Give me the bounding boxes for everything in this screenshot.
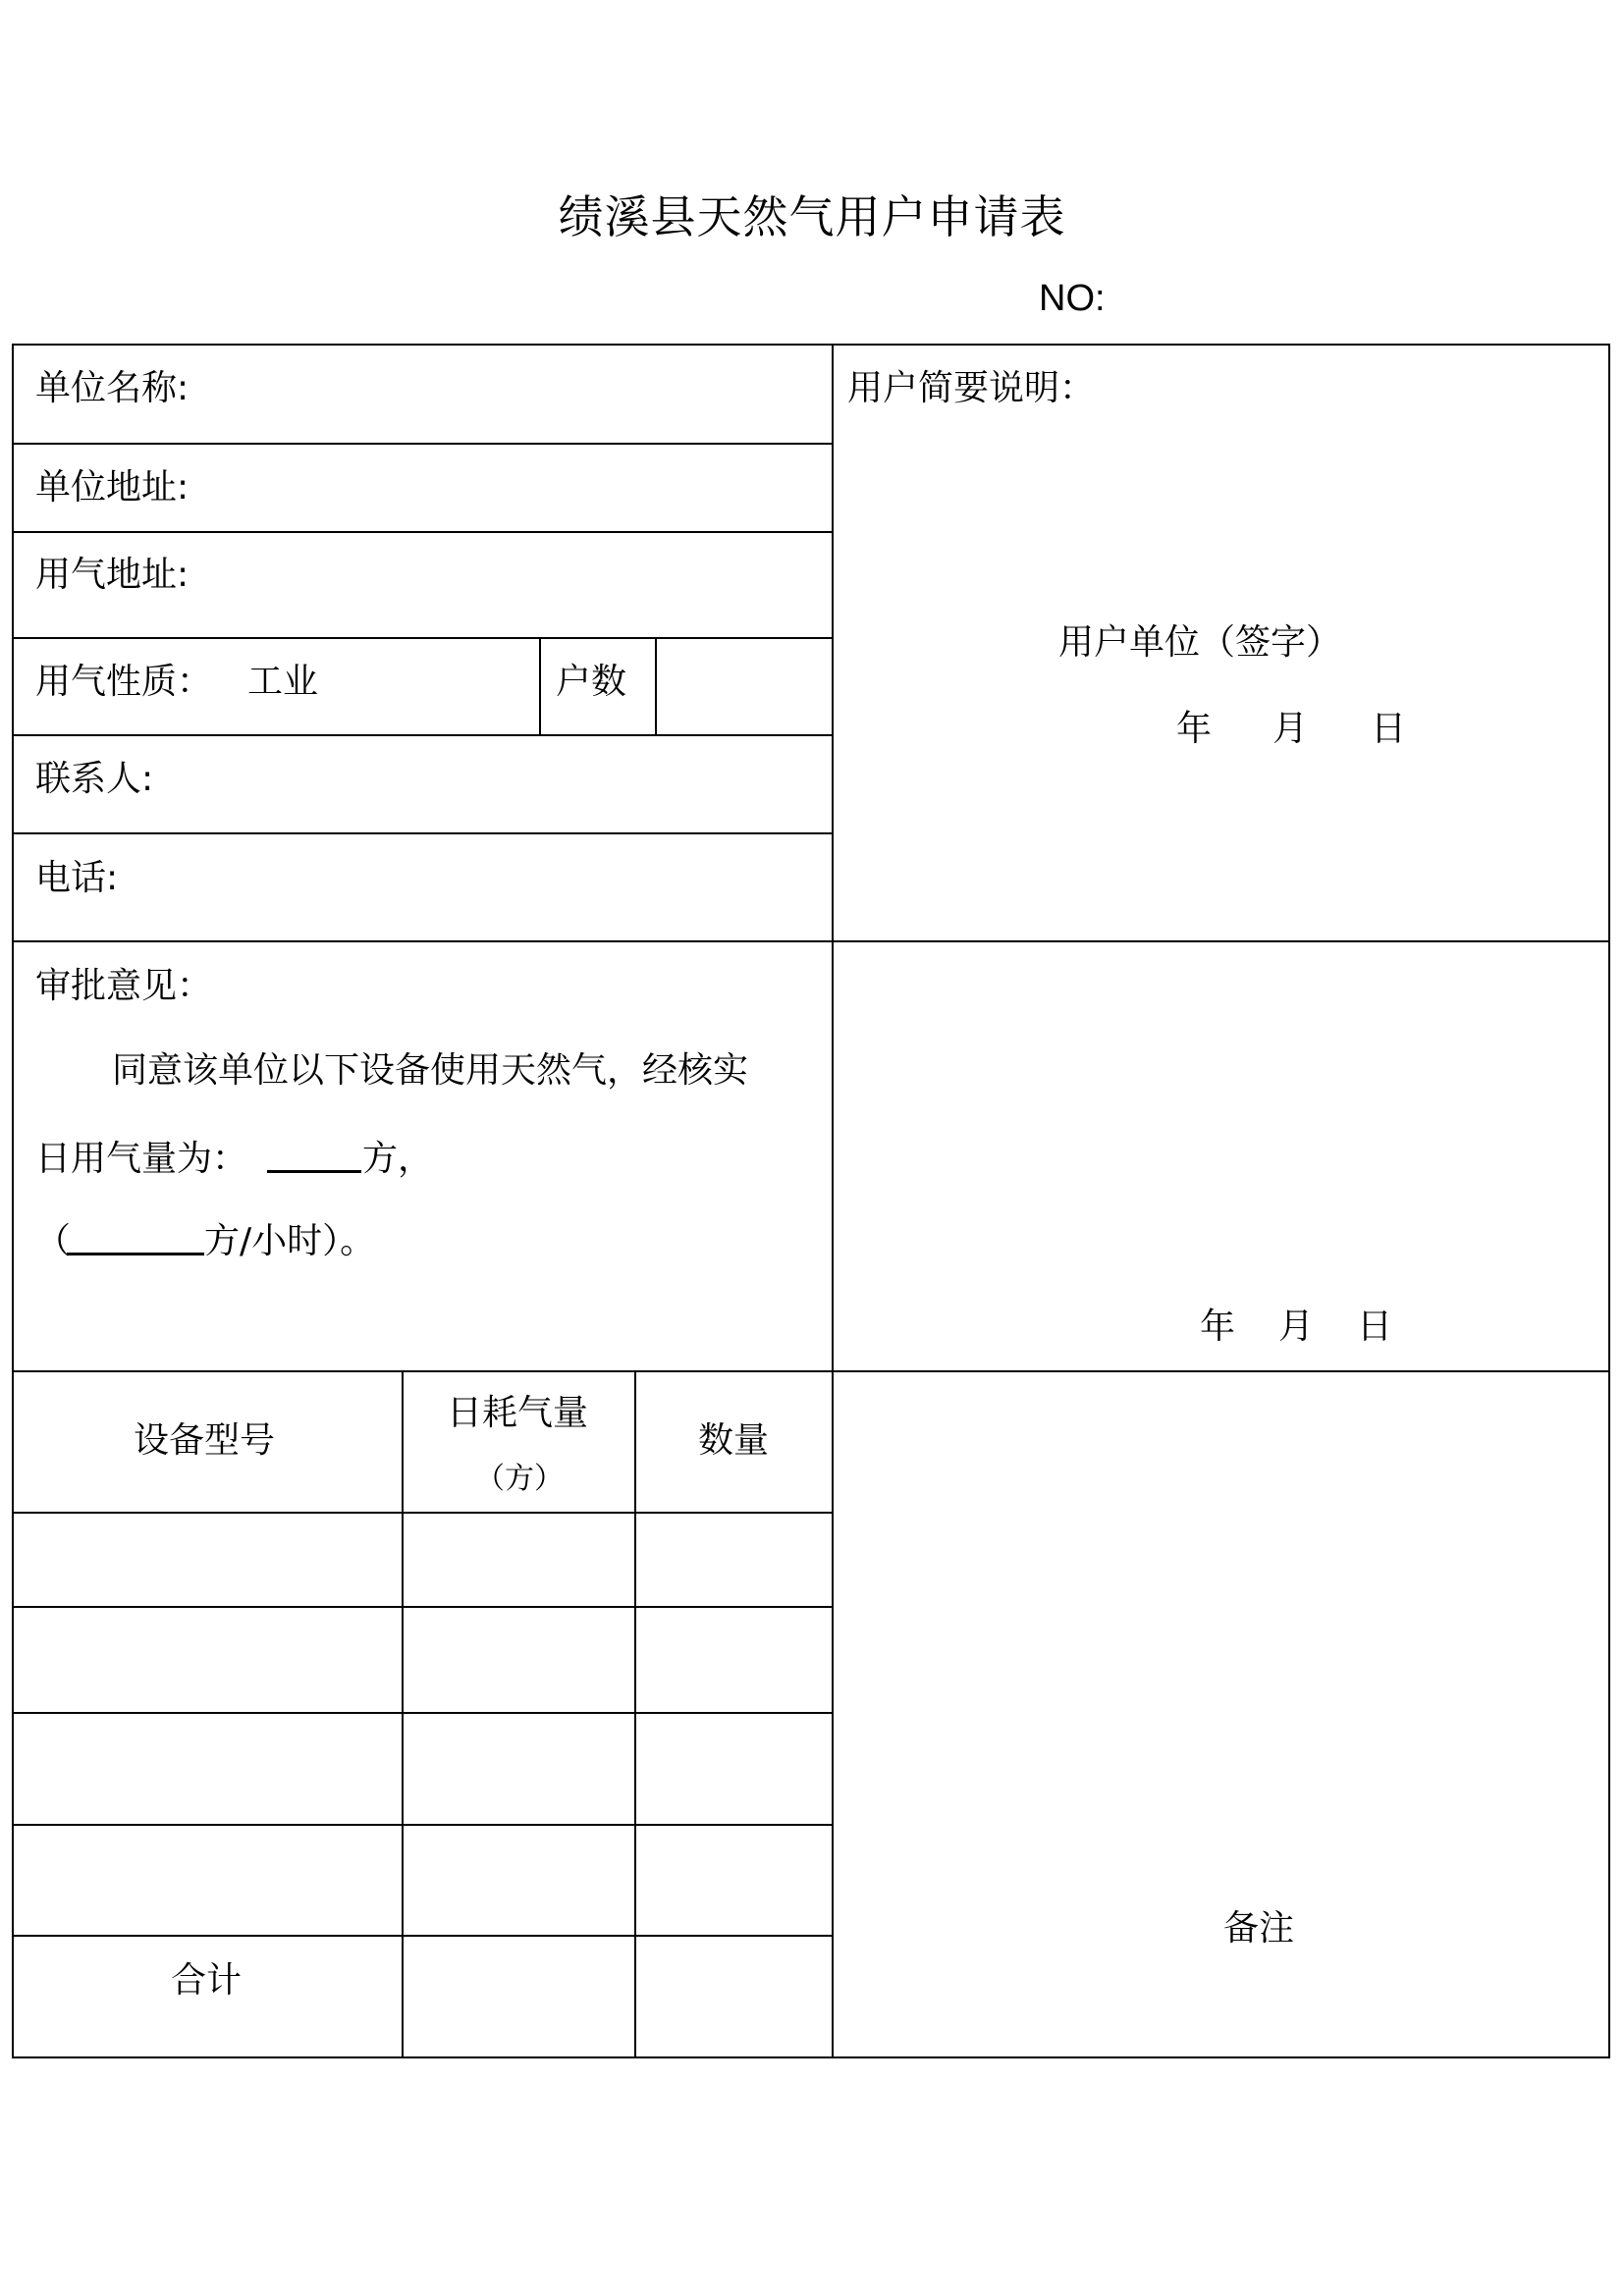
approval-text-line2-prefix: 日用气量为：: [35, 1139, 248, 1179]
form-number-label: NO:: [1039, 278, 1106, 319]
section-line: [12, 1370, 1610, 1372]
header-daily-gas: 日耗气量: [447, 1393, 589, 1433]
approval-text-line3-prefix: （: [35, 1221, 72, 1261]
approval-year: 年: [1200, 1307, 1236, 1347]
unit-name-label: 单位名称:: [35, 368, 189, 408]
gas-nature-label: 用气性质：: [35, 662, 213, 702]
equipment-model-cell[interactable]: [14, 1608, 401, 1711]
page-title: 绩溪县天然气用户申请表: [558, 190, 1066, 243]
daily-gas-cell[interactable]: [404, 1826, 633, 1934]
equipment-model-cell[interactable]: [14, 1714, 401, 1823]
quantity-cell[interactable]: [636, 1826, 831, 1934]
row-line: [12, 832, 833, 834]
equipment-model-cell[interactable]: [14, 1826, 401, 1934]
approval-text-line1: 同意该单位以下设备使用天然气，经核实: [112, 1050, 749, 1091]
cell-line: [655, 637, 657, 736]
table-divider-middle: [832, 344, 834, 2058]
signature-day: 日: [1371, 709, 1407, 749]
header-equipment-model: 设备型号: [134, 1420, 276, 1461]
gas-address-label: 用气地址:: [35, 555, 189, 595]
row-line: [12, 531, 833, 533]
table-border-top: [12, 344, 1610, 346]
header-daily-gas-unit: （方）: [475, 1462, 564, 1496]
quantity-cell[interactable]: [636, 1514, 831, 1605]
daily-gas-cell[interactable]: [404, 1714, 633, 1823]
unit-address-label: 单位地址:: [35, 467, 189, 507]
approval-text-line2-suffix: 方，: [362, 1139, 434, 1179]
table-border-bottom: [12, 2056, 1610, 2058]
daily-gas-cell[interactable]: [404, 1608, 633, 1711]
daily-gas-cell[interactable]: [404, 1514, 633, 1605]
approval-text-line3-suffix: 方/小时）。: [204, 1221, 376, 1261]
quantity-cell[interactable]: [636, 1608, 831, 1711]
cell-line: [539, 637, 541, 736]
approval-day: 日: [1357, 1307, 1393, 1347]
row-line: [12, 637, 833, 639]
equipment-model-cell[interactable]: [14, 1514, 401, 1605]
signature-month: 月: [1272, 709, 1309, 749]
header-quantity: 数量: [698, 1420, 770, 1461]
total-label: 合计: [171, 1960, 243, 2001]
description-label: 用户简要说明：: [847, 368, 1096, 408]
remarks-label: 备注: [1223, 1908, 1295, 1949]
approval-label: 审批意见：: [35, 966, 213, 1006]
row-line: [12, 734, 833, 736]
contact-label: 联系人:: [35, 759, 154, 799]
signature-year: 年: [1176, 709, 1213, 749]
phone-label: 电话:: [35, 858, 119, 898]
daily-volume-blank[interactable]: [267, 1170, 361, 1173]
total-daily-gas-cell[interactable]: [404, 1937, 633, 2056]
total-quantity-cell[interactable]: [636, 1937, 831, 2056]
quantity-cell[interactable]: [636, 1714, 831, 1823]
gas-nature-value: 工业: [247, 662, 319, 702]
approval-month: 月: [1278, 1307, 1315, 1347]
row-line: [12, 443, 833, 445]
table-border-right: [1608, 344, 1610, 2058]
household-count-label: 户数: [556, 662, 627, 702]
hourly-volume-blank[interactable]: [67, 1253, 204, 1255]
section-line: [12, 940, 1610, 942]
signature-label: 用户单位（签字）: [1058, 622, 1342, 663]
